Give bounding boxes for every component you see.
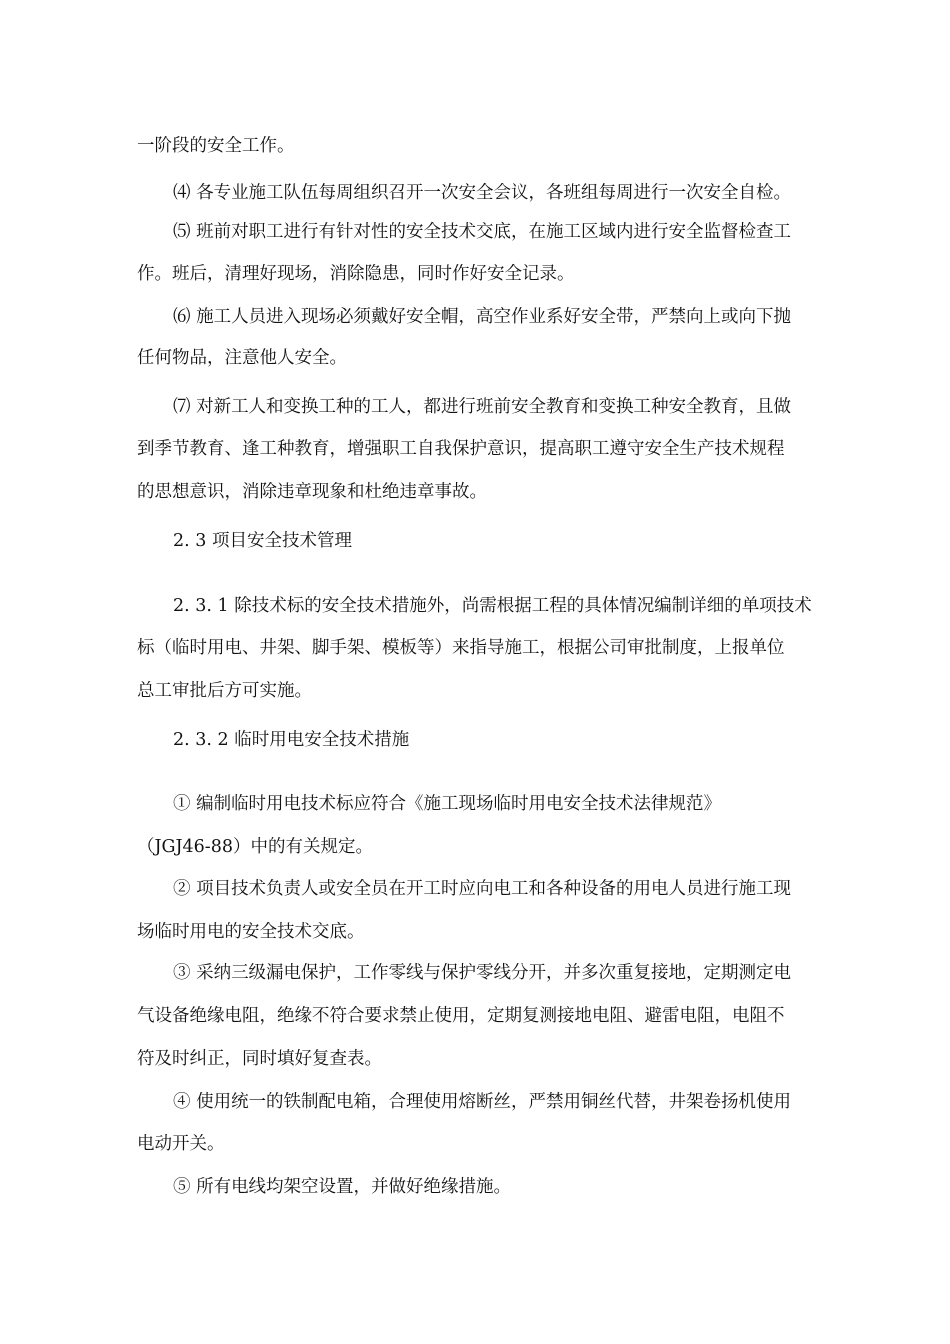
text-line: ⑺ 对新工人和变换工种的工人，都进行班前安全教育和变换工种安全教育，且做	[173, 397, 792, 417]
text-line: ⑷ 各专业施工队伍每周组织召开一次安全会议，各班组每周进行一次安全自检。	[173, 183, 792, 203]
text-line: ② 项目技术负责人或安全员在开工时应向电工和各种设备的用电人员进行施工现	[173, 879, 792, 899]
text-line: 气设备绝缘电阻，绝缘不符合要求禁止使用，定期复测接地电阻、避雷电阻，电阻不	[137, 1006, 785, 1026]
text-line: ③ 采纳三级漏电保护，工作零线与保护零线分开，并多次重复接地，定期测定电	[173, 963, 792, 983]
text-line: 符及时纠正，同时填好复查表。	[137, 1049, 382, 1069]
text-line: 场临时用电的安全技术交底。	[137, 922, 365, 942]
text-line: ⑹ 施工人员进入现场必须戴好安全帽，高空作业系好安全带，严禁向上或向下抛	[173, 307, 792, 327]
section-heading: 2. 3 项目安全技术管理	[173, 531, 352, 551]
text-line: 一阶段的安全工作。	[137, 136, 295, 156]
text-line: ⑸ 班前对职工进行有针对性的安全技术交底，在施工区域内进行安全监督检查工	[173, 222, 792, 242]
text-line: ④ 使用统一的铁制配电箱，合理使用熔断丝，严禁用铜丝代替，井架卷扬机使用	[173, 1092, 792, 1112]
text-line: 2. 3. 1 除技术标的安全技术措施外，尚需根据工程的具体情况编制详细的单项技术	[173, 596, 812, 616]
section-heading: 2. 3. 2 临时用电安全技术措施	[173, 730, 410, 750]
text-line: 标（临时用电、井架、脚手架、模板等）来指导施工，根据公司审批制度，上报单位	[137, 638, 785, 658]
text-line: （JGJ46-88）中的有关规定。	[137, 837, 373, 857]
text-line: 电动开关。	[137, 1134, 225, 1154]
text-line: 到季节教育、逢工种教育，增强职工自我保护意识，提高职工遵守安全生产技术规程	[137, 439, 785, 459]
text-line: 任何物品，注意他人安全。	[137, 348, 347, 368]
text-line: 总工审批后方可实施。	[137, 681, 312, 701]
text-line: 的思想意识，消除违章现象和杜绝违章事故。	[137, 482, 487, 502]
text-line: ① 编制临时用电技术标应符合《施工现场临时用电安全技术法律规范》	[173, 794, 722, 814]
text-line: 作。班后，清理好现场，消除隐患，同时作好安全记录。	[137, 264, 575, 284]
text-line: ⑤ 所有电线均架空设置，并做好绝缘措施。	[173, 1177, 512, 1197]
